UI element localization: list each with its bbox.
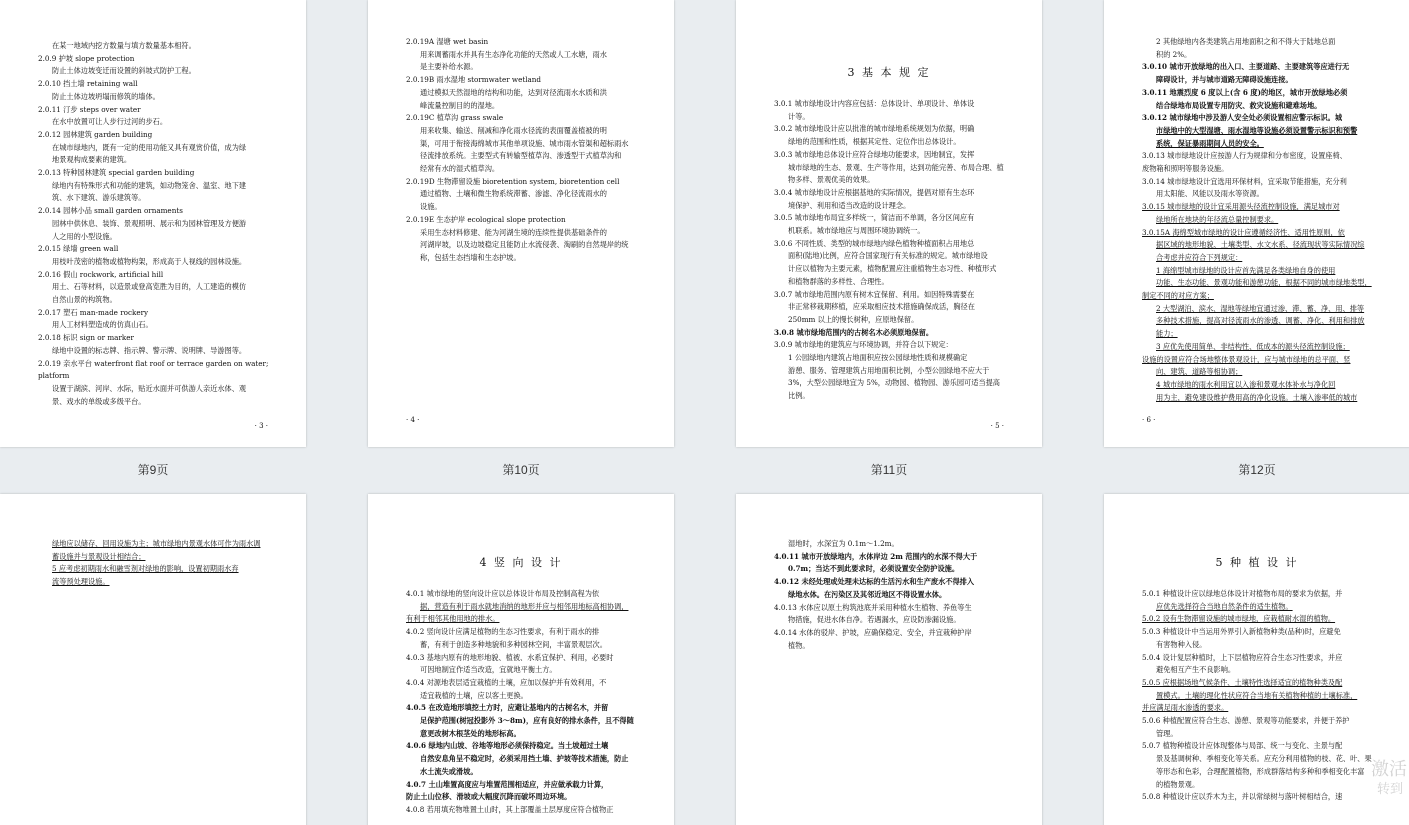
text-line: 3.0.8 城市绿地范围内的古树名木必须原地保留。	[774, 327, 934, 337]
text-line: 避免相互产生不良影响。	[1156, 665, 1236, 675]
text-line: 3%，大型公园绿地宜为 5%，动物园、植物园、游乐园可适当提高	[788, 378, 1000, 388]
text-line: 园林中供休息、装饰、景观照明、展示和为园林管理及方便游	[52, 218, 247, 228]
text-line: 境保护、利用和适当改造的设计理念。	[788, 200, 911, 210]
text-line: 应优先选择符合当地自然条件的适生植物。	[1156, 601, 1293, 611]
text-line: 水土流失或滑坡。	[420, 766, 478, 776]
activation-watermark	[1371, 759, 1407, 799]
text-line: 绿地所在地块的年径流总量控制要求。	[1156, 214, 1279, 224]
text-line: 2.0.15 绿墙 green wall	[38, 244, 119, 254]
document-page-14[interactable]	[368, 494, 674, 825]
text-line: 3.0.10 城市开放绿地的出入口、主要道路、主要建筑等应进行无	[1142, 62, 1350, 72]
text-line: 绿地内有特殊形式和功能的建筑，如动物笼舍、温室、地下建	[52, 180, 247, 190]
text-line: 2.0.11 汀步 steps over water	[38, 104, 141, 114]
page-label-11: 第11页	[870, 463, 908, 477]
text-line: 地景观构成要素的建筑。	[52, 155, 132, 165]
text-line: 用来调蓄雨水并具有生态净化功能的天然或人工水塘，雨水	[420, 49, 607, 59]
page-label-9: 第9页	[137, 463, 169, 477]
text-line: 峰流量控制目的的湿地。	[420, 100, 500, 110]
text-line: 通过模拟天然湿地的结构和功能，达到对径流雨水水质和洪	[420, 87, 607, 97]
text-line: 设施的设置应符合场地整体景观设计，应与城市绿地的总平面、竖	[1142, 354, 1351, 364]
text-line: platform	[38, 371, 70, 381]
text-line: 2.0.19B 雨水湿地 stormwater wetland	[406, 75, 542, 85]
text-line: 3.0.11 地震烈度 6 度以上(含 6 度)的地区，城市开放绿地必须	[1142, 87, 1348, 97]
document-page-9[interactable]	[0, 0, 306, 447]
text-line: 是主要补给水源。	[420, 62, 478, 72]
text-line: 合考虑并应符合下列规定：	[1156, 252, 1243, 262]
text-line: 3.0.1 城市绿地设计内容应包括：总体设计、单项设计、单体设	[774, 99, 975, 108]
text-line: 据，营造有利于雨水就地消纳的地形并应与相邻用地标高相协调，	[420, 601, 629, 611]
text-line: 5.0.3 种植设计中当运用外界引入新植物种类(品种)时，应避免	[1142, 627, 1341, 637]
text-line: 湿地时，水深宜为 0.1m～1.2m。	[788, 539, 899, 548]
text-line: 2.0.17 塑石 man-made rockery	[38, 307, 149, 317]
text-line: 设施。	[420, 202, 442, 212]
text-line: 2.0.19E 生态护岸 ecological slope protection	[406, 214, 566, 224]
text-line: 障碍设计，并与城市道路无障碍设施连接。	[1156, 75, 1293, 85]
text-line: 游憩、服务、管理建筑占用地面积比例，小型公园绿地不应大于	[788, 365, 990, 375]
text-line: 景及基调树种、季相变化等关系。应充分利用植物的枝、花、叶、果	[1156, 754, 1372, 764]
document-page-10[interactable]	[368, 0, 674, 447]
text-line: 防止土体边坡变迁而设置的斜坡式防护工程。	[52, 66, 196, 76]
text-line: 可因地制宜作适当改造，宜就地平衡土方。	[420, 665, 557, 675]
text-line: 3.0.13 城市绿地设计应按游人行为规律和分布密度，设置座椅、	[1142, 151, 1347, 161]
text-line: 积的 2%。	[1156, 49, 1192, 59]
chapter-title: 3 基 本 规 定	[847, 66, 931, 79]
text-line: 2.0.19D 生物滞留设施 bioretention system, bioretention cell	[406, 176, 620, 186]
text-line: 自然安息角呈不稳定时，必须采用挡土墙、护坡等技术措施，防止	[420, 754, 629, 764]
text-line: 绿地中设置的标志牌、指示牌、警示牌、说明牌、导游图等。	[52, 345, 247, 355]
watermark-main: 激活	[1371, 759, 1407, 779]
text-line: 2 其他绿地内各类建筑占用地面积之和不得大于陆地总面	[1156, 37, 1336, 46]
text-line: 蓄，有利于创造多种地貌和多种园林空间，丰富景观层次。	[420, 639, 607, 649]
text-line: 功能、生态功能、景观功能和游憩功能，根据不同的城市绿地类型，	[1156, 278, 1372, 288]
document-page-16[interactable]	[1104, 494, 1409, 825]
text-line: 在城市绿地内，既有一定的使用功能又具有观赏价值，成为绿	[52, 142, 247, 152]
text-line: 2.0.19A 湿塘 wet basin	[406, 37, 489, 46]
document-page-12[interactable]	[1104, 0, 1409, 447]
text-line: 机联系。城市绿地应与周围环境协调统一。	[788, 226, 925, 236]
text-line: 4.0.13 水体应以原土构筑池底并采用种植水生植物、养鱼等生	[774, 602, 972, 612]
text-line: 2.0.9 护坡 slope protection	[38, 53, 135, 63]
text-line: 3.0.14 城市绿地设计宜选用环保材料，宜采取节能措施，充分利	[1142, 176, 1347, 186]
text-line: 4.0.8 若用填充物堆置土山时，其上部覆盖土层厚度应符合植物正	[406, 804, 614, 814]
text-line: 2.0.19 亲水平台 waterfront flat roof or terrace garden on water;	[38, 358, 268, 368]
text-line: 废物箱和照明等服务设施。	[1142, 164, 1229, 174]
document-page-13[interactable]	[0, 494, 306, 825]
document-page-15[interactable]	[736, 494, 1042, 825]
text-line: 用为主，避免建设维护费用高的净化设施。土壤入渗率低的城市	[1156, 392, 1358, 402]
document-page-11[interactable]	[736, 0, 1042, 447]
text-line: 用枝叶茂密的植物或植物构架，形成高于人视线的园林设施。	[52, 256, 247, 266]
text-line: 0.7m；当达不到此要求时，必须设置安全防护设施。	[788, 564, 960, 574]
text-line: 3.0.2 城市绿地设计应以批准的城市绿地系统规划为依据，明确	[774, 124, 975, 134]
text-line: 绿地应以储存、回用设施为主；城市绿地内景观水体可作为雨水调	[52, 539, 261, 548]
text-line: 的植物景观。	[1156, 779, 1200, 789]
text-line: 用人工材料塑造成的仿真山石。	[52, 320, 153, 330]
text-line: 5.0.8 种植设计应以乔木为主，并以常绿树与落叶树相结合，速	[1142, 792, 1343, 802]
text-line: 称，包括生态挡墙和生态护坡。	[420, 252, 521, 262]
text-line: 绿地水体。在污染区及其邻近地区不得设置水体。	[788, 589, 947, 599]
text-line: 4 城市绿地的雨水利用宜以入渗和景观水体补水与净化回	[1156, 379, 1336, 389]
text-line: 等形态和色彩，合理配置植物，形成群落结构多种和季相变化丰富	[1156, 766, 1365, 776]
text-line: 置模式。土壤的理化性状应符合当地有关植物种植的土壤标准，	[1156, 690, 1358, 700]
text-line: 防止土山位移、滑坡或大幅度沉降而破坏周边环境。	[406, 792, 572, 802]
text-line: 植物。	[788, 640, 810, 650]
text-line: 筑、水下建筑、游乐建筑等。	[52, 193, 146, 203]
watermark-sub: 转到	[1377, 781, 1404, 796]
text-line: 物措施，促进水体自净。若遇漏水，应设防渗漏设施。	[788, 615, 961, 625]
text-line: 绿地的范围和性质，根据其定性、定位作出总体设计。	[788, 137, 961, 147]
text-line: 2 大型湖泊、滨水、湿地等绿地宜通过渗、滞、蓄、净、用、排等	[1156, 303, 1365, 313]
chapter-title: 4 竖 向 设 计	[479, 556, 563, 569]
text-line: 非正常移栽期移植，应采取相应技术措施确保成活，胸径在	[788, 302, 975, 312]
page-number: · 4 ·	[406, 416, 420, 424]
text-line: 5.0.1 种植设计应以绿地总体设计对植物布局的要求为依据，并	[1142, 589, 1343, 598]
text-line: 4.0.7 土山堆置高度应与堆置范围相适应，并应做承载力计算，	[406, 779, 609, 789]
text-line: 经常有水的湿式植草沟。	[420, 164, 500, 174]
text-line: 通过植物、土壤和微生物系统滞蓄、渗滤、净化径流雨水的	[420, 189, 607, 199]
text-line: 制定不同的对应方案；	[1142, 291, 1214, 301]
text-line: 1 海绵型城市绿地的设计应首先满足各类绿地自身的使用	[1156, 265, 1336, 275]
text-line: 能力；	[1156, 329, 1178, 339]
text-line: 景、戏水的单级或多级平台。	[52, 396, 146, 406]
chapter-title: 5 种 植 设 计	[1215, 556, 1299, 569]
text-line: 计应以植物为主要元素，植物配置应注重植物生态习性、种植形式	[788, 264, 997, 274]
text-line: 4.0.1 城市绿地的竖向设计应以总体设计布局及控制高程为依	[406, 589, 600, 598]
text-line: 5.0.5 应根据场地气候条件、土壤特性选择适宜的植物种类及配	[1142, 677, 1343, 687]
text-line: 有利于相邻其他用地的排水。	[406, 614, 500, 624]
text-line: 4.0.5 在改造地形填挖土方时，应避让基地内的古树名木，并留	[406, 703, 609, 713]
text-line: 适宜栽植的土壤，应以客土更换。	[420, 690, 528, 700]
text-line: 市绿地中的大型湿塘、雨水湿地等设施必须设置警示标识和预警	[1156, 125, 1358, 135]
text-line: 2.0.12 园林建筑 garden building	[38, 129, 153, 139]
text-line: 2.0.10 挡土墙 retaining wall	[38, 79, 138, 89]
text-line: 2.0.16 假山 rockwork, artificial hill	[38, 269, 164, 279]
text-line: 3.0.15A 海绵型城市绿地的设计应遵循经济性、适用性原则，依	[1142, 227, 1345, 237]
page-number: · 6 ·	[1142, 416, 1156, 424]
text-line: 自然山景的构筑物。	[52, 295, 117, 305]
text-line: 物多样、景观优美的效果。	[788, 175, 875, 185]
text-line: 4.0.14 水体的驳岸、护坡，应确保稳定、安全，并宜栽种护岸	[774, 627, 972, 637]
page-number: · 3 ·	[254, 422, 268, 430]
text-line: 并应满足雨水渗透的要求。	[1142, 703, 1229, 713]
text-line: 5.0.4 设计复层种植时，上下层植物应符合生态习性要求，并应	[1142, 652, 1343, 662]
text-line: 3.0.9 城市绿地的建筑应与环境协调，并符合以下规定：	[774, 340, 953, 350]
text-line: 径流排放系统。主要型式有转输型植草沟、渗透型干式植草沟和	[420, 151, 622, 161]
text-line: 4.0.11 城市开放绿地内，水体岸边 2m 范围内的水深不得大于	[774, 551, 978, 561]
page-label-12: 第12页	[1238, 463, 1276, 477]
text-line: 在某一地域内挖方数量与填方数量基本相符。	[52, 41, 196, 50]
text-line: 3 应优先使用简单、非结构性、低成本的源头径流控制设施；	[1156, 341, 1350, 351]
text-line: 3.0.7 城市绿地范围内原有树木宜保留、利用。如因特殊需要在	[774, 289, 975, 299]
text-line: 河湖岸坡，以及边坡稳定且能防止水流侵袭、淘刷的自然堤岸的统	[420, 240, 629, 250]
text-line: 1 公园绿地内建筑占地面积应按公园绿地性质和规模确定	[788, 353, 968, 363]
text-line: 2.0.13 特种园林建筑 special garden building	[38, 168, 195, 178]
page-label-10: 第10页	[502, 463, 540, 477]
text-line: 2.0.14 园林小品 small garden ornaments	[38, 206, 183, 216]
text-line: 5.0.2 设有生物滞留设施的城市绿地，应栽植耐水湿的植物。	[1142, 614, 1336, 624]
text-line: 3.0.15 城市绿地的设计宜采用源头径流控制设施，满足城市对	[1142, 202, 1340, 212]
text-line: 有害物种入侵。	[1156, 639, 1207, 649]
text-line: 计等。	[788, 111, 810, 121]
text-line: 城市绿地的生态、景观、生产等作用，达到功能完善、布局合理、植	[788, 162, 1004, 172]
text-line: 防止土体边坡坍塌而修筑的墙体。	[52, 91, 160, 101]
text-line: 向、建筑、道路等相协调；	[1156, 367, 1243, 377]
text-line: 3.0.12 城市绿地中涉及游人安全处必须设置相应警示标识。城	[1142, 113, 1343, 123]
text-line: 蓄设施并与景观设计相结合；	[52, 551, 146, 561]
text-line: 3.0.4 城市绿地设计应根据基地的实际情况，提倡对原有生态环	[774, 187, 975, 197]
text-line: 4.0.2 竖向设计应满足植物的生态习性要求，有利于雨水的排	[406, 627, 600, 637]
text-line: 面积(陆地)比例，应符合国家现行有关标准的规定。城市绿地设	[788, 251, 988, 261]
text-line: 比例。	[788, 391, 810, 401]
text-line: 管理。	[1156, 728, 1178, 738]
text-line: 渠，可用于衔接海绵城市其他单项设施、城市雨水管渠和超标雨水	[420, 138, 629, 148]
text-line: 系统，保证暴雨期间人员的安全。	[1156, 138, 1264, 148]
text-line: 和植物群落的多样性、合理性。	[788, 276, 889, 286]
text-line: 多种技术措施，提高对径流雨水的渗透、调蓄、净化、利用和排放	[1156, 316, 1365, 326]
text-line: 设置于湖滨、河岸、水际，贴近水面并可供游人亲近水体、观	[52, 383, 247, 393]
text-line: 3.0.6 不同性质、类型的城市绿地内绿色植物种植面积占用地总	[774, 238, 975, 248]
text-line: 结合绿地布局设置专用防灾、救灾设施和避难场地。	[1156, 100, 1322, 110]
text-line: 4.0.12 未经处理或处理未达标的生活污水和生产废水不得排入	[774, 577, 975, 587]
text-line: 5.0.7 植物种植设计应体现整体与局部、统一与变化、主景与配	[1142, 741, 1343, 751]
text-line: 在水中放置可让人步行过河的步石。	[52, 117, 168, 127]
text-line: 足保护范围(树冠投影外 3～8m)，应有良好的排水条件，且不得随	[420, 716, 634, 726]
text-line: 5 应考虑初期雨水和融雪剂对绿地的影响，设置初期雨水弃	[52, 564, 239, 574]
text-line: 2.0.19C 植草沟 grass swale	[406, 113, 504, 123]
text-line: 5.0.6 种植配置应符合生态、游憩、景观等功能要求，并便于养护	[1142, 716, 1350, 726]
page-number: · 5 ·	[990, 422, 1004, 430]
text-line: 人之用的小型设施。	[52, 231, 117, 241]
text-line: 2.0.18 标识 sign or marker	[38, 333, 134, 343]
text-line: 用来收集、输送、削减和净化雨水径流的表面覆盖植被的明	[420, 125, 607, 135]
text-line: 4.0.6 绿地内山坡、谷地等地形必须保持稳定。当土坡超过土壤	[406, 741, 609, 751]
text-line: 4.0.4 对源地表层适宜栽植的土壤，应加以保护并有效利用，不	[406, 677, 607, 687]
text-line: 意更改树木根茎处的地形标高。	[420, 728, 521, 738]
text-line: 4.0.3 基地内原有的地形地貌、植被、水系宜保护、利用，必要时	[406, 652, 614, 662]
text-line: 3.0.5 城市绿地布局宜多样统一，简洁而不单调，各分区间应有	[774, 213, 975, 223]
text-line: 250mm 以上的慢长树种，应原地保留。	[788, 314, 919, 324]
text-line: 用土、石等材料，以造景或登高览胜为目的，人工建造的模仿	[52, 282, 247, 292]
text-line: 采用生态材料修建、能为河湖生境的连续性提供基础条件的	[420, 227, 607, 237]
text-line: 用太阳能、风能以及雨水等资源。	[1156, 189, 1264, 199]
text-line: 流等预处理设施。	[52, 577, 110, 587]
text-line: 据区域的地形地貌、土壤类型、水文水系、径流现状等实际情况综	[1156, 240, 1365, 250]
text-line: 3.0.3 城市绿地总体设计应符合绿地功能要求，因地制宜，发挥	[774, 149, 975, 159]
